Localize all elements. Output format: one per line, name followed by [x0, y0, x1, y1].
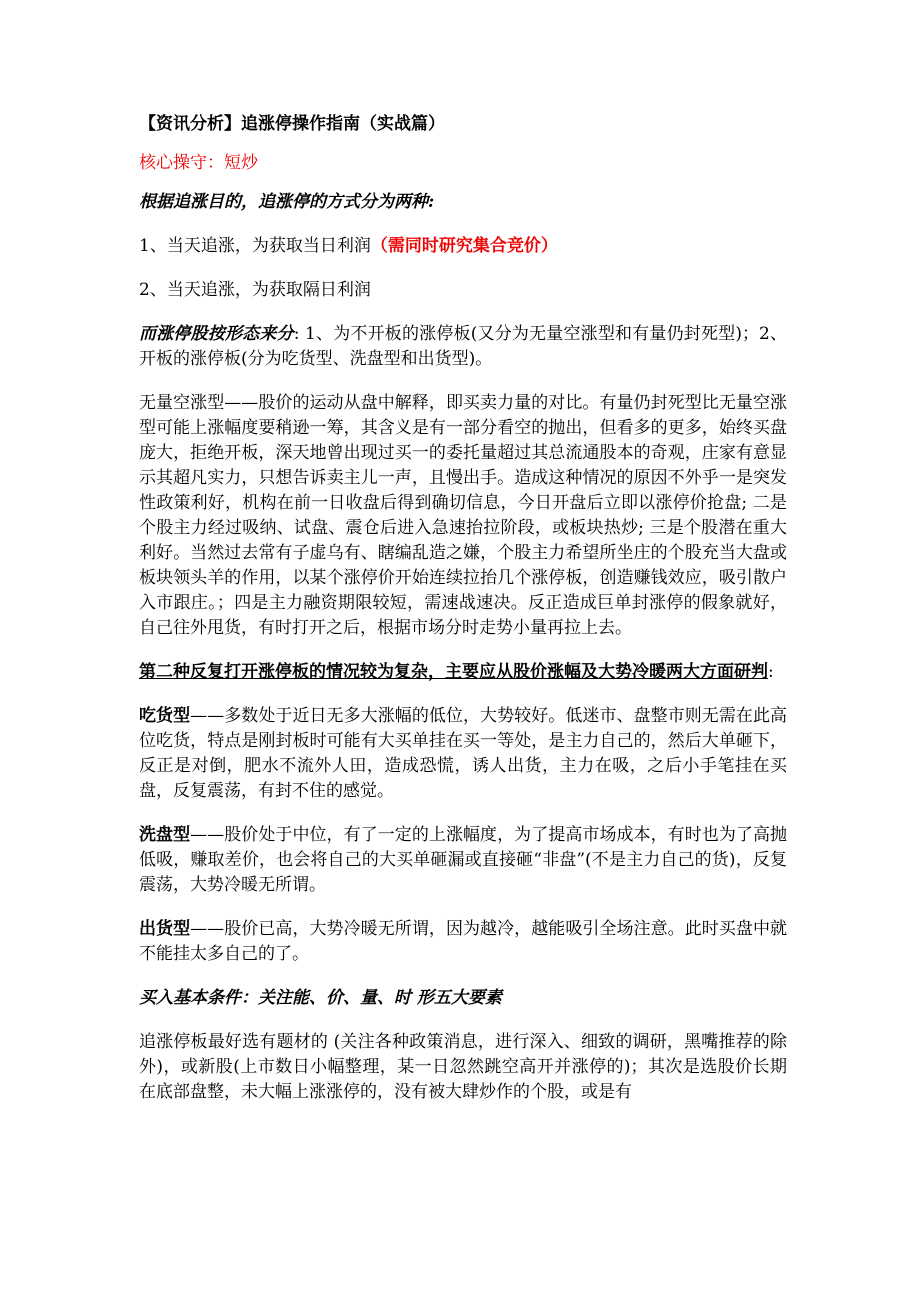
second-colon: :	[768, 662, 774, 682]
document-body	[139, 112, 787, 1105]
chu-paragraph	[139, 917, 787, 967]
document-title: 【资讯分析】追涨停操作指南（实战篇）	[139, 114, 445, 134]
form-text: : 1、为不开板的涨停板(又分为无量空涨型和有量仍封死型)；2、开板的涨停板(分为吃货型、洗盘型和出货型)。	[139, 324, 788, 369]
xi-term: 洗盘型	[139, 825, 191, 845]
way-1-note: （需同时研究集合竞价）	[370, 236, 558, 256]
chi-term: 吃货型	[139, 706, 191, 726]
chi-paragraph	[139, 704, 787, 804]
second-type	[139, 660, 787, 685]
chu-term: 出货型	[139, 919, 191, 939]
buy-heading: 买入基本条件：关注能、价、量、时 形五大要素	[139, 988, 502, 1008]
chu-text: ——股价已高，大势冷暖无所谓，因为越冷，越能吸引全场注意。此时买盘中就不能挂太多自己的了。	[139, 919, 788, 964]
form-lead: 而涨停股按形态来分	[139, 324, 294, 344]
buy-paragraph: 追涨停板最好选有题材的 (关注各种政策消息，进行深入、细致的调研，黑嘴推荐的除外)，或新股(上市数日小幅整理，某一日忽然跳空高开并涨停的)；其次是选股价长期在底部盘整，未大幅上涨涨停的，没有被大肆炒作的个股，或是有	[139, 1032, 787, 1102]
method-heading: 根据追涨目的，追涨停的方式分为两种:	[139, 192, 435, 212]
way-1-text: 1、当天追涨，为获取当日利润	[139, 236, 371, 256]
chi-text: ——多数处于近日无多大涨幅的低位，大势较好。低迷市、盘整市则无需在此高位吃货，特点是刚封板时可能有大买单挂在买一等处，是主力自己的，然后大单砸下，反正是对倒，肥水不流外人田，造成恐慌，诱人出货，主力在吸，之后小手笔挂在买盘，反复震荡，有封不住的感觉。	[139, 706, 788, 801]
form-classification	[139, 322, 787, 372]
way-1	[139, 234, 787, 259]
xi-paragraph	[139, 823, 787, 898]
wuliang-paragraph: 无量空涨型——股价的运动从盘中解释，即买卖力量的对比。有量仍封死型比无量空涨型可能上涨幅度要稍逊一筹，其含义是有一部分看空的抛出，但看多的更多，始终买盘庞大，拒绝开板，深天地曾出现过买一的委托量超过其总流通股本的奇观，庄家有意显示其超凡实力，只想告诉卖主儿一声，且慢出手。造成这种情况的原因不外乎一是突发性政策利好，机构在前一日收盘后得到确切信息，今日开盘后立即以涨停价抢盘; 二是个股主力经过吸纳、试盘、震仓后进入急速抬拉阶段，或板块热炒; 三是个股潜在重大利好。当然过去常有子虚乌有、瞎编乱造之嫌，个股主力希望所坐庄的个股充当大盘或板块领头羊的作用，以某个涨停价开始连续拉抬几个涨停板，创造赚钱效应，吸引散户入市跟庄。；四是主力融资期限较短，需速战速决。反正造成巨单封涨停的假象就好，自己往外甩货，有时打开之后，根据市场分时走势小量再拉上去。	[139, 393, 787, 638]
second-heading: 第二种反复打开涨停板的情况较为复杂，主要应从股价涨幅及大势冷暖两大方面研判	[139, 662, 768, 682]
core-principle: 核心操守：短炒	[139, 153, 258, 173]
xi-text: ——股价处于中位，有了一定的上涨幅度，为了提高市场成本，有时也为了高抛低吸，赚取差价，也会将自己的大买单砸漏或直接砸“非盘”(不是主力自己的货)，反复震荡，大势冷暖无所谓。	[139, 825, 788, 895]
way-2: 2、当天追涨，为获取隔日利润	[139, 280, 371, 300]
